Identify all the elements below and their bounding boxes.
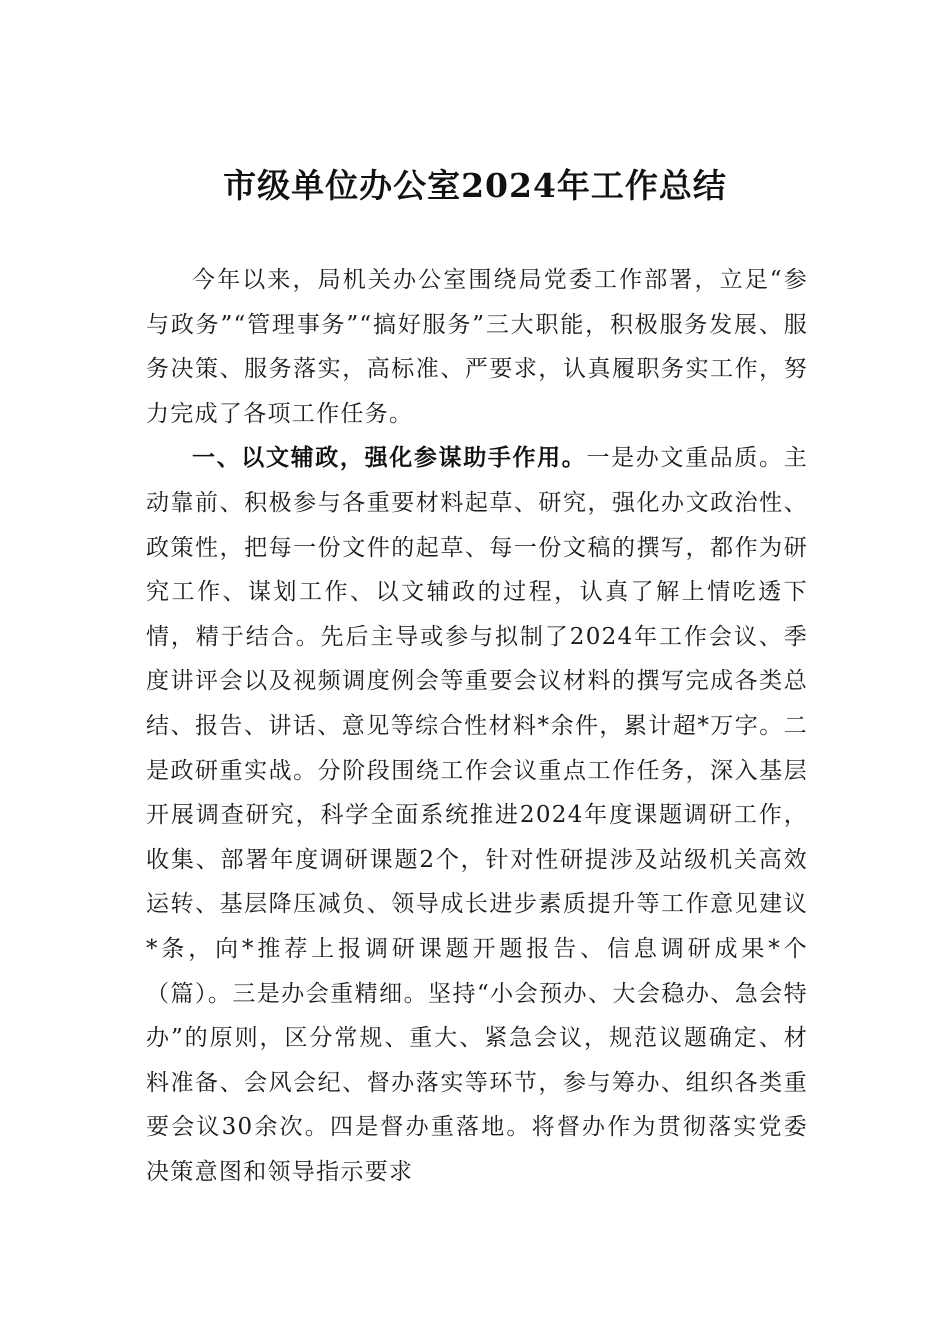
paragraph-intro	[146, 258, 808, 436]
paragraph-intro-text: 今年以来，局机关办公室围绕局党委工作部署，立足“参与政务”“管理事务”“搞好服务”三大职能，积极服务发展、服务决策、服务落实，高标准、严要求，认真履职务实工作，努力完成了各项工作任务。	[146, 267, 808, 427]
paragraph-section-one-text: 一是办文重品质。主动靠前、积极参与各重要材料起草、研究，强化办文政治性、政策性，把每一份文件的起草、每一份文稿的撰写，都作为研究工作、谋划工作、以文辅政的过程，认真了解上情吃透下情，精于结合。先后主导或参与拟制了2024年工作会议、季度讲评会以及视频调度例会等重要会议材料的撰写完成各类总结、报告、讲话、意见等综合性材料*余件，累计超*万字。二是政研重实战。分阶段围绕工作会议重点工作任务，深入基层开展调查研究，科学全面系统推进2024年度课题调研工作，收集、部署年度调研课题2个，针对性研提涉及站级机关高效运转、基层降压减负、领导成长进步素质提升等工作意见建议*条，向*推荐上报调研课题开题报告、信息调研成果*个（篇）。三是办会重精细。坚持“小会预办、大会稳办、急会特办”的原则，区分常规、重大、紧急会议，规范议题确定、材料准备、会风会纪、督办落实等环节，参与筹办、组织各类重要会议30余次。四是督办重落地。将督办作为贯彻落实党委决策意图和领导指示要求	[146, 445, 808, 1185]
paragraph-section-one	[146, 436, 808, 1194]
document-body	[146, 258, 808, 1194]
document-title: 市级单位办公室2024年工作总结	[223, 166, 727, 205]
section-heading: 一、以文辅政，强化参谋助手作用。	[192, 445, 587, 472]
